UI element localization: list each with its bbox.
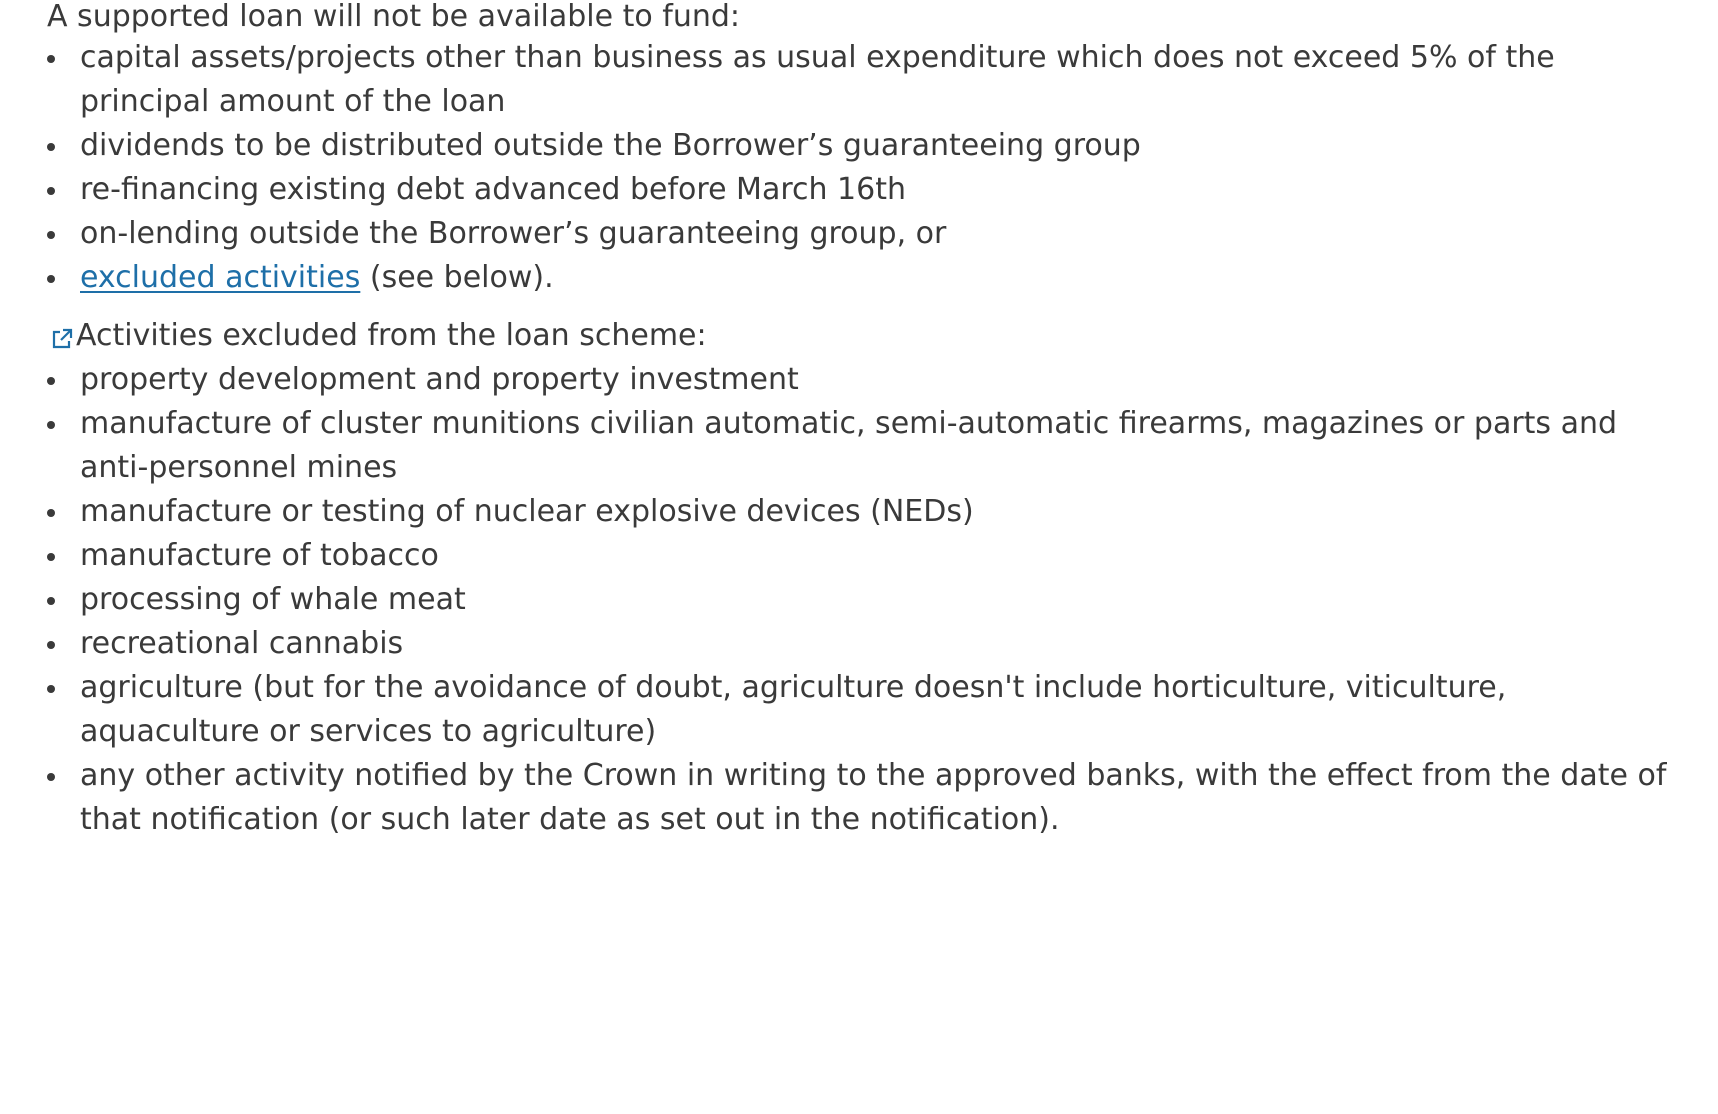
list-item: on-lending outside the Borrower’s guaranteeing group, or — [47, 212, 1678, 256]
list-item: manufacture of tobacco — [47, 534, 1678, 578]
excluded-activities-link[interactable]: excluded activities — [80, 260, 361, 295]
excluded-activities-heading — [47, 314, 1678, 358]
list-item: re-financing existing debt advanced before March 16th — [47, 168, 1678, 212]
list-item: property development and property investment — [47, 358, 1678, 402]
list-item: manufacture or testing of nuclear explosive devices (NEDs) — [47, 490, 1678, 534]
list-item: capital assets/projects other than business as usual expenditure which does not exceed 5% of the principal amount of the loan — [47, 36, 1678, 124]
excluded-activities-list — [47, 358, 1678, 842]
not-funded-list — [47, 36, 1678, 300]
list-item: processing of whale meat — [47, 578, 1678, 622]
list-item: any other activity notified by the Crown in writing to the approved banks, with the effect from the date of that notification (or such later date as set out in the notification). — [47, 754, 1678, 842]
external-link-icon — [50, 320, 74, 344]
list-item-suffix: (see below). — [360, 260, 554, 295]
intro-text: A supported loan will not be available to fund: — [47, 0, 741, 34]
list-item: dividends to be distributed outside the Borrower’s guaranteeing group — [47, 124, 1678, 168]
list-item — [47, 256, 1678, 300]
list-item: recreational cannabis — [47, 622, 1678, 666]
section-heading-text: Activities excluded from the loan scheme: — [76, 318, 707, 353]
list-item: agriculture (but for the avoidance of doubt, agriculture doesn't include horticulture, viticulture, aquaculture or services to agriculture) — [47, 666, 1678, 754]
list-item: manufacture of cluster munitions civilian automatic, semi-automatic firearms, magazines or parts and anti-personnel mines — [47, 402, 1678, 490]
